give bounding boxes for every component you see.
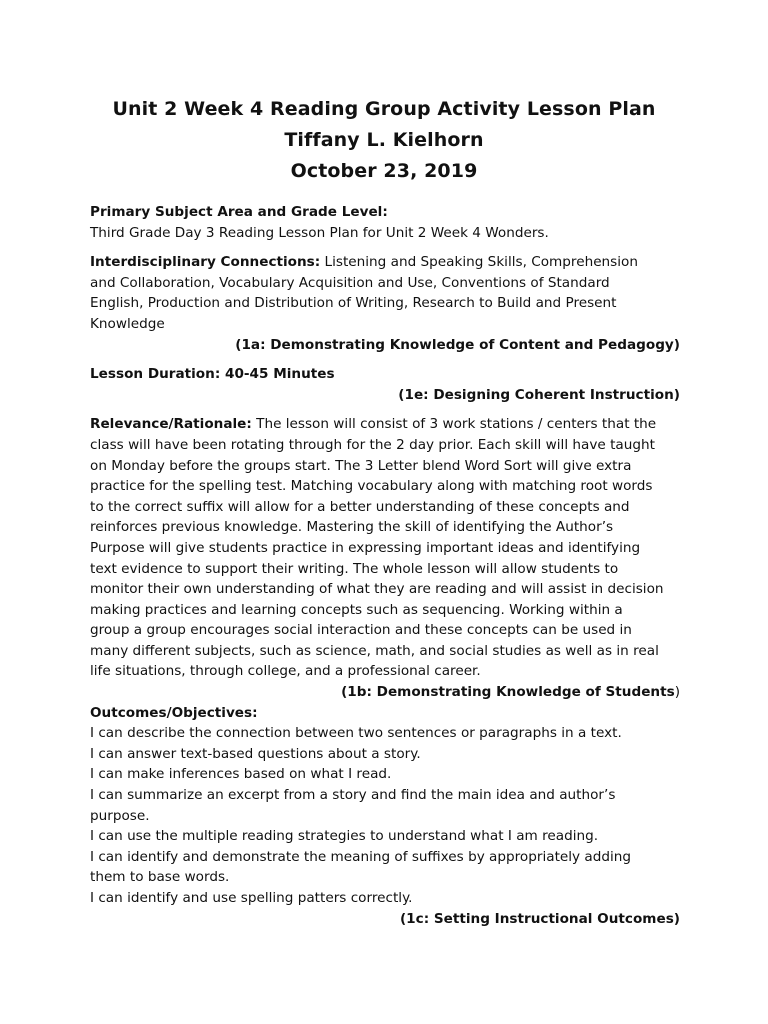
primary-subject-label: Primary Subject Area and Grade Level: (90, 204, 388, 220)
primary-subject-section (90, 202, 680, 243)
interdisciplinary-section (90, 252, 665, 334)
standard-ref-1b (90, 682, 680, 703)
lesson-duration: Lesson Duration: 40-45 Minutes (90, 366, 335, 383)
standard-ref-1a: (1a: Demonstrating Knowledge of Content and Pedagogy) (235, 336, 680, 353)
interdisciplinary-label: Interdisciplinary Connections: (90, 254, 321, 271)
list-item: I can describe the connection between two sentences or paragraphs in a text. (90, 725, 622, 742)
list-item: I can identify and demonstrate the meaning of suffixes by appropriately adding them to base words. (90, 848, 632, 886)
relevance-section (90, 414, 665, 682)
list-item: I can answer text-based questions about a story. (90, 745, 421, 762)
relevance-text: The lesson will consist of 3 work stations / centers that the class will have been rotating through for the 2 day prior. Each skill will have taught on Monday before the groups start. The 3 Letter blend Word Sort will give extra practice for the spelling test. Matching vocabulary along with matching root words to the correct suffix will allow for a better understanding of these concepts and reinforces previous knowledge. Mastering the skill of identifying the Author’s Purpose will give students practice in expressing important ideas and identifying text evidence to support their writing. The whole lesson will allow students to monitor their own understanding of what they are reading and will assist in decision making practices and learning concepts such as sequencing. Working within a group a group encourages social interaction and these concepts can be used in many different subjects, such as science, math, and social studies as well as in real life situations, through college, and a professional career. (90, 416, 664, 680)
standard-ref-1b-close: ) (674, 684, 680, 701)
relevance-label: Relevance/Rationale: (90, 416, 252, 433)
list-item: I can make inferences based on what I read. (90, 766, 392, 783)
outcomes-list (90, 723, 635, 908)
outcomes-label: Outcomes/Objectives: (90, 704, 258, 721)
standard-ref-1e: (1e: Designing Coherent Instruction) (398, 386, 680, 403)
list-item: I can identify and use spelling patters correctly. (90, 890, 413, 906)
document-date: October 23, 2019 (290, 160, 478, 182)
author-name: Tiffany L. Kielhorn (284, 129, 484, 151)
primary-subject-text: Third Grade Day 3 Reading Lesson Plan for Unit 2 Week 4 Wonders. (90, 224, 549, 241)
title-block (0, 94, 768, 187)
standard-ref-1c: (1c: Setting Instructional Outcomes) (399, 910, 680, 927)
list-item: I can summarize an excerpt from a story and find the main idea and author’s purpose. (90, 787, 616, 824)
list-item: I can use the multiple reading strategies to understand what I am reading. (90, 828, 599, 845)
document-body (90, 202, 680, 929)
document-title: Unit 2 Week 4 Reading Group Activity Lesson Plan (112, 98, 656, 120)
standard-ref-1b-text: (1b: Demonstrating Knowledge of Students (341, 684, 675, 701)
interdisciplinary-text: Listening and Speaking Skills, Comprehension and Collaboration, Vocabulary Acquisition and Use, Conventions of Standard English, Production and Distribution of Writing, Research to Build and Present Knowledge (90, 254, 638, 332)
